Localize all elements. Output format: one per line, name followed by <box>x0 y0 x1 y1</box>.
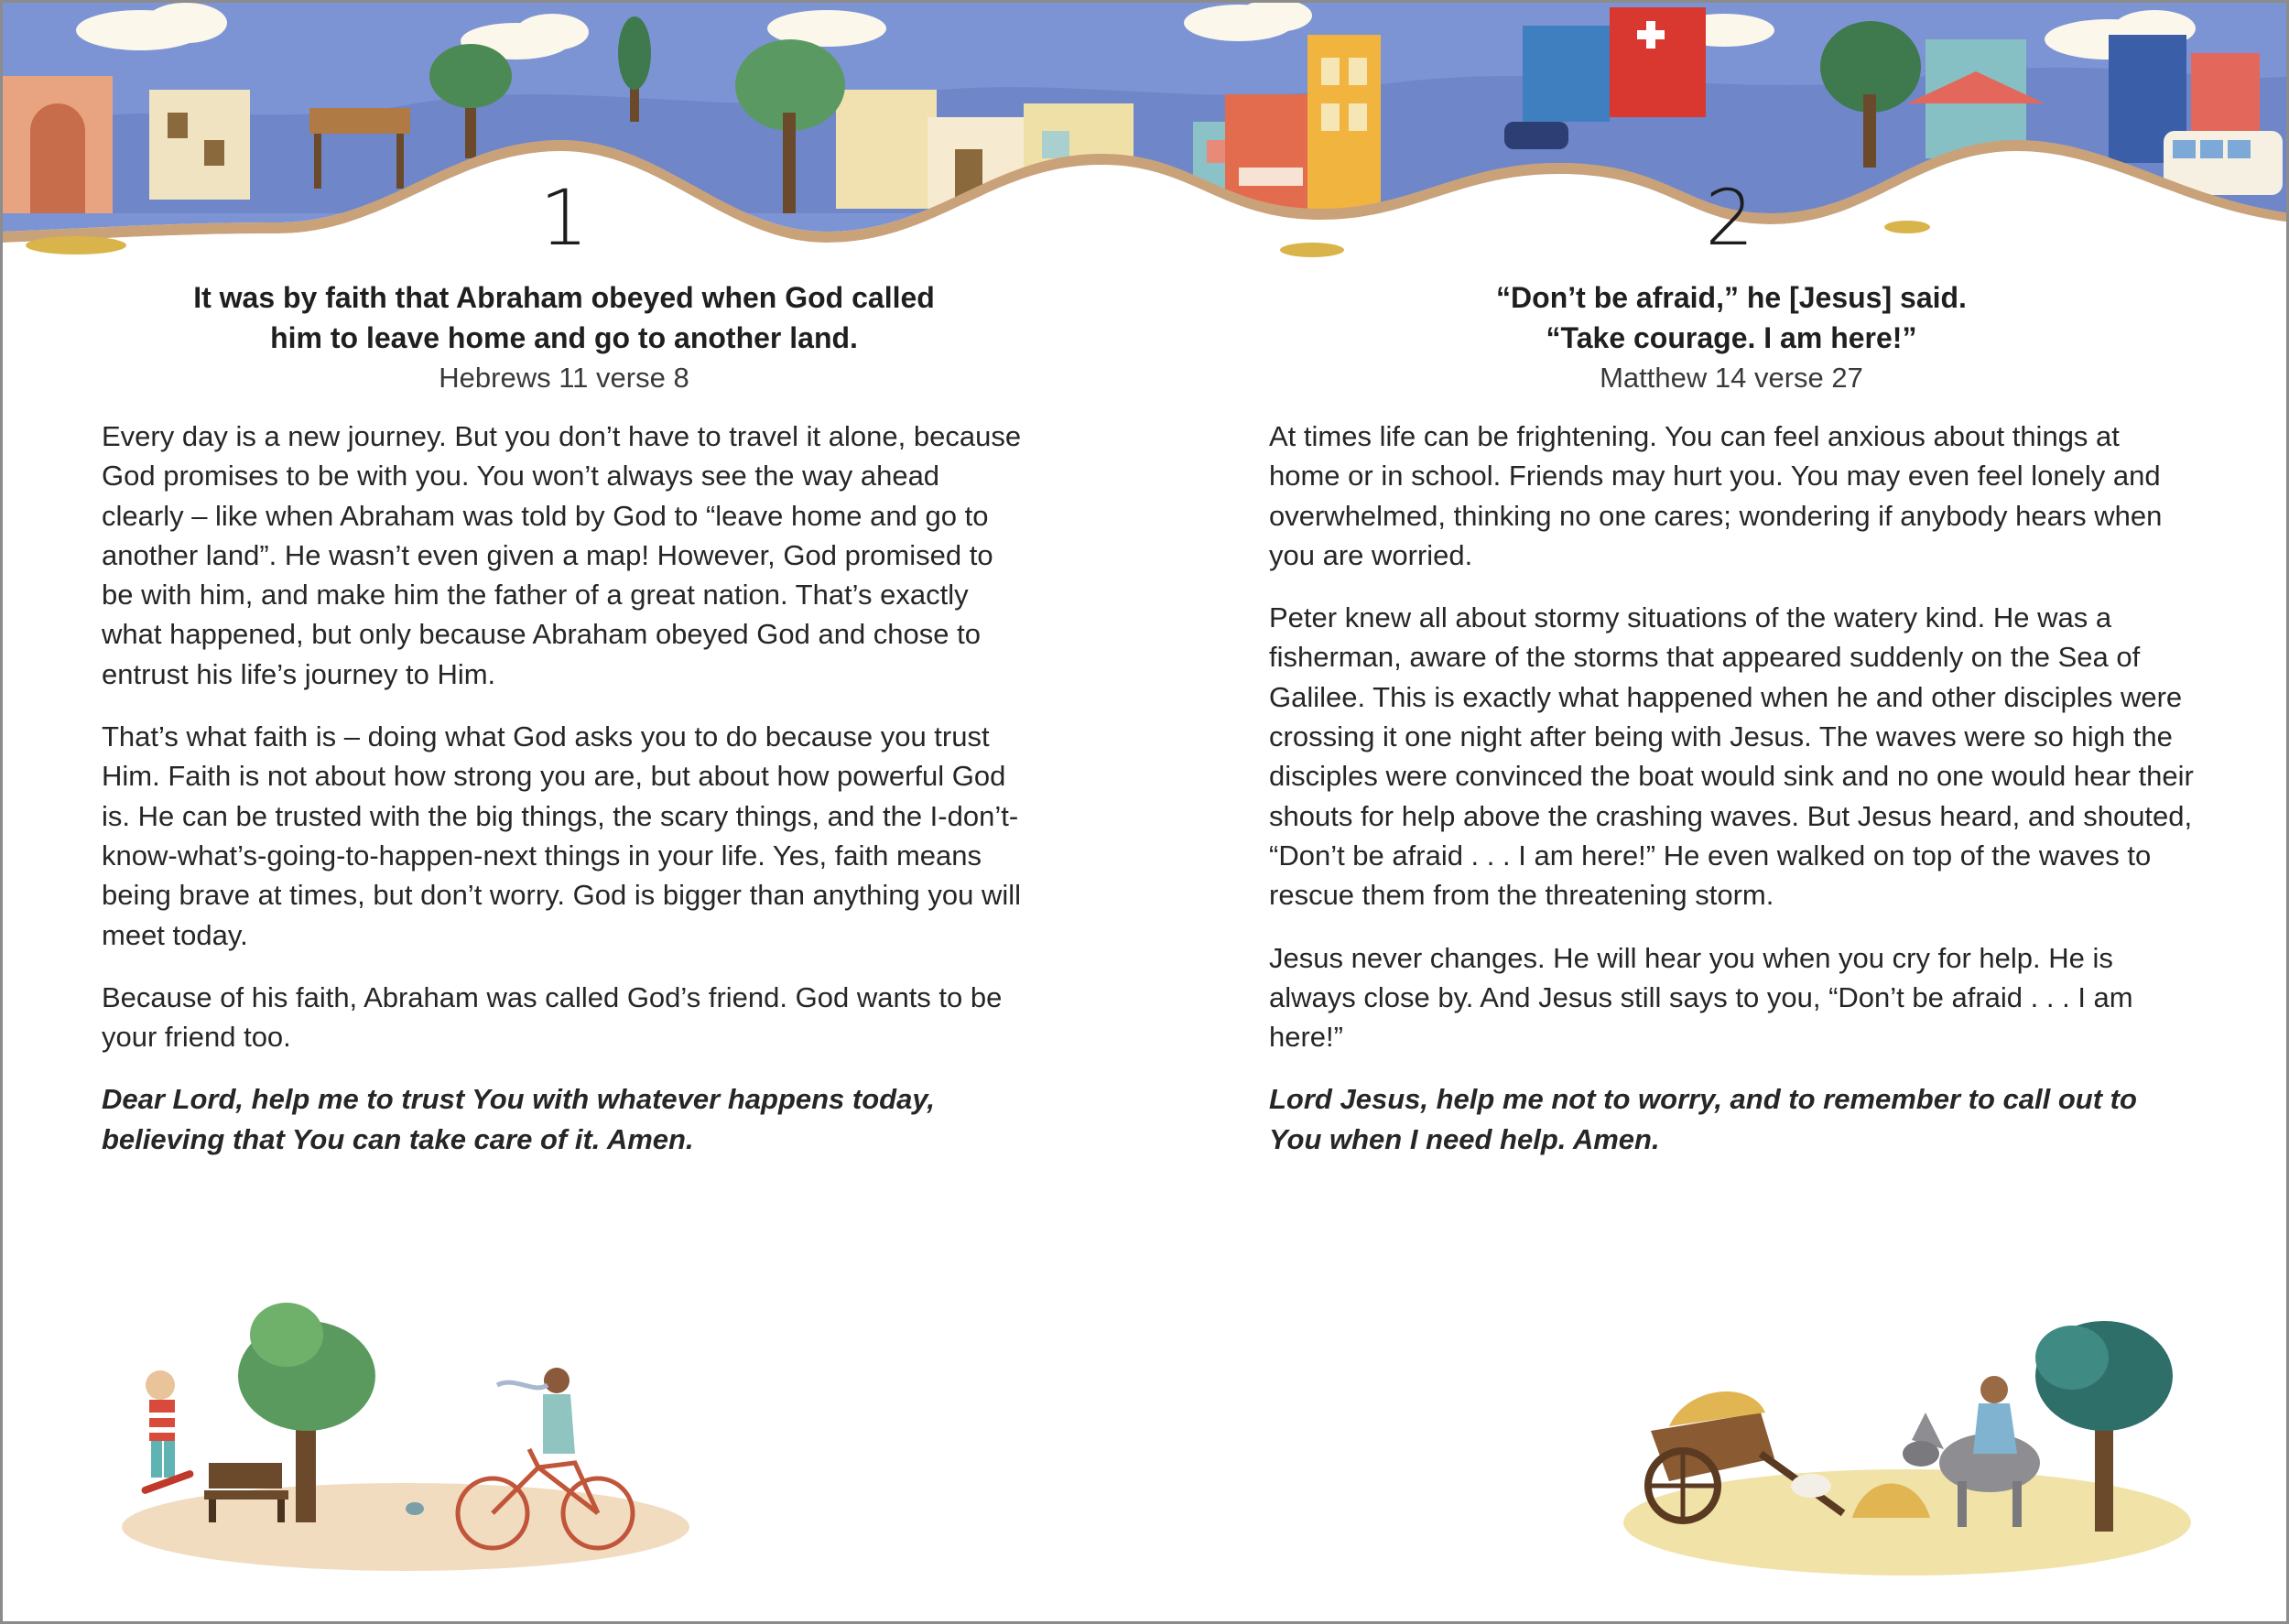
verse-line: “Take courage. I am here!” <box>1546 321 1917 354</box>
town-banner-illustration <box>3 3 2289 277</box>
body-paragraph: That’s what faith is – doing what God asks you to do because you trust Him. Faith is not about how strong you are, but about how powerful God is. He can be trusted with the big things, the scary things, and the I-don’t-know-what’s-going-to-happen-next things in your life. Yes, faith means being brave at times, but don’t worry. God is bigger than anything you will meet today. <box>102 720 1022 951</box>
body-paragraph: At times life can be frightening. You can feel anxious about things at home or in school. Friends may hurt you. You may even feel lonely and overwhelmed, thinking no one cares; wondering if anybody hears when you are worried. <box>1269 420 2163 571</box>
verse-quote <box>1269 277 2194 358</box>
park-scene-svg <box>113 1284 699 1586</box>
body-paragraph: Because of his faith, Abraham was called God’s friend. God wants to be your friend too. <box>102 980 1003 1054</box>
verse-line: him to leave home and go to another land. <box>270 321 858 354</box>
town-banner-svg <box>3 3 2289 277</box>
park-scene-illustration <box>113 1284 699 1586</box>
verse-reference: Hebrews 11 verse 8 <box>439 362 689 394</box>
verse-reference: Matthew 14 verse 27 <box>1600 362 1863 394</box>
page-number-right: 2 <box>1705 173 1754 263</box>
body-paragraph: Jesus never changes. He will hear you when you cry for help. He is always close by. And Jesus still says to you, “Don’t be afraid . . . I am here!” <box>1269 941 2133 1054</box>
body-paragraph: Every day is a new journey. But you don’t have to travel it alone, because God promises to be with you. You won’t always see the way ahead clearly – like when Abraham was told by God to “leave home and go to another land”. He wasn’t even given a map! However, God promised to be with him, and make him the father of a great nation. That’s exactly what happened, but only because Abraham obeyed God and chose to entrust his life’s journey to Him. <box>102 420 1022 690</box>
prayer: Dear Lord, help me to trust You with whatever happens today, believing that You can take care of it. Amen. <box>102 1083 936 1155</box>
right-page <box>1269 277 2194 1159</box>
cart-donkey-illustration <box>1614 1303 2191 1586</box>
left-page <box>102 277 1026 1159</box>
body-paragraph: Peter knew all about stormy situations of the watery kind. He was a fisherman, aware of the storms that appeared suddenly on the Sea of Galilee. This is exactly what happened when he and other disciples were crossing it one night after being with Jesus. The waves were so high the disciples were convinced the boat would sink and no one would hear their shouts for help above the crashing waves. But Jesus heard, and shouted, “Don’t be afraid . . . I am here!” He even walked on top of the waves to rescue them from the threatening storm. <box>1269 601 2194 912</box>
verse-line: It was by faith that Abraham obeyed when God called <box>193 281 935 314</box>
page-number-left: 1 <box>539 173 589 263</box>
verse-quote <box>102 277 1026 358</box>
cart-donkey-svg <box>1614 1303 2191 1586</box>
prayer: Lord Jesus, help me not to worry, and to remember to call out to You when I need help. Amen. <box>1269 1083 2137 1155</box>
verse-line: “Don’t be afraid,” he [Jesus] said. <box>1496 281 1967 314</box>
